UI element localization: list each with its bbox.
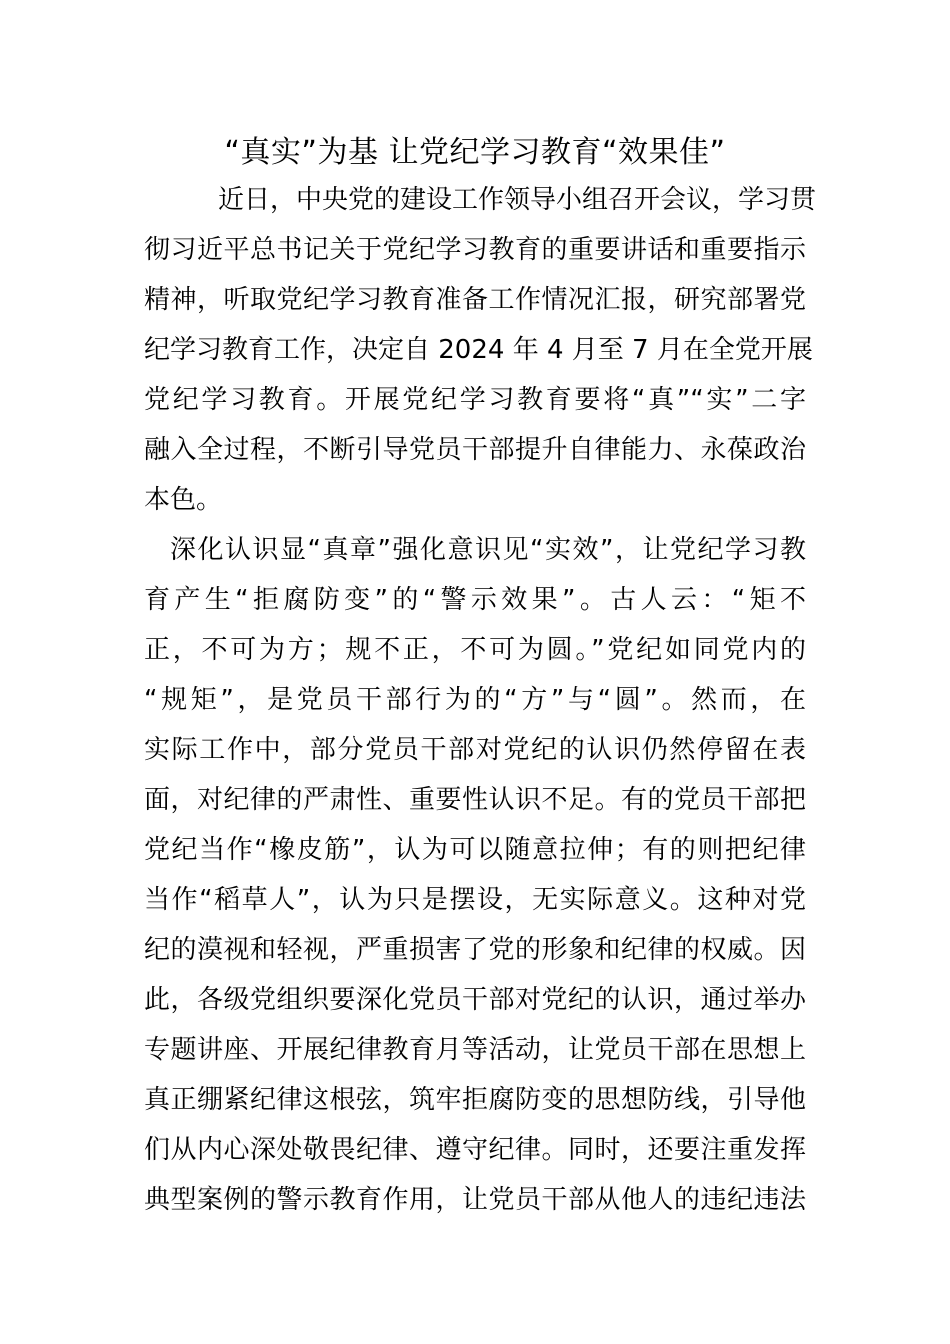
paragraph-2-line-4: “规矩”，是党员干部行为的“方”与“圆”。然而，在 [144, 685, 806, 715]
paragraph-2-line-13: 们从内心深处敬畏纪律、遵守纪律。同时，还要注重发挥 [144, 1135, 806, 1165]
paragraph-2-line-8: 当作“稻草人”，认为只是摆设，无实际意义。这种对党 [144, 885, 806, 915]
paragraph-2-line-5: 实际工作中，部分党员干部对党纪的认识仍然停留在表 [144, 735, 806, 765]
document-title: “真实”为基 让党纪学习教育“效果佳” [224, 135, 726, 170]
paragraph-2-line-1: 深化认识显“真章”强化意识见“实效”，让党纪学习教 [170, 535, 806, 565]
paragraph-2-line-11: 专题讲座、开展纪律教育月等活动，让党员干部在思想上 [144, 1035, 806, 1065]
paragraph-1-line-5: 党纪学习教育。开展党纪学习教育要将“真”“实”二字 [144, 385, 806, 415]
paragraph-2-line-10: 此，各级党组织要深化党员干部对党纪的认识，通过举办 [144, 985, 806, 1015]
paragraph-1-line-2: 彻习近平总书记关于党纪学习教育的重要讲话和重要指示 [144, 235, 806, 265]
paragraph-1-line-7: 本色。 [144, 485, 223, 515]
paragraph-1-line-1: 近日，中央党的建设工作领导小组召开会议，学习贯 [218, 185, 817, 215]
paragraph-2-line-12: 真正绷紧纪律这根弦，筑牢拒腐防变的思想防线，引导他 [144, 1085, 806, 1115]
paragraph-1-line-6: 融入全过程，不断引导党员干部提升自律能力、永葆政治 [144, 435, 806, 465]
paragraph-2-line-3: 正，不可为方；规不正，不可为圆。”党纪如同党内的 [144, 635, 806, 665]
paragraph-2-line-6: 面，对纪律的严肃性、重要性认识不足。有的党员干部把 [144, 785, 806, 815]
paragraph-2-line-7: 党纪当作“橡皮筋”，认为可以随意拉伸；有的则把纪律 [144, 835, 806, 865]
paragraph-2-line-2: 育产生“拒腐防变”的“警示效果”。古人云：“矩不 [144, 585, 806, 615]
paragraph-2-line-9: 纪的漠视和轻视，严重损害了党的形象和纪律的权威。因 [144, 935, 806, 965]
paragraph-1-line-4: 纪学习教育工作，决定自 2024 年 4 月至 7 月在全党开展 [144, 335, 813, 365]
paragraph-1-line-3: 精神，听取党纪学习教育准备工作情况汇报，研究部署党 [144, 285, 806, 315]
paragraph-2-line-14: 典型案例的警示教育作用，让党员干部从他人的违纪违法 [144, 1185, 806, 1215]
